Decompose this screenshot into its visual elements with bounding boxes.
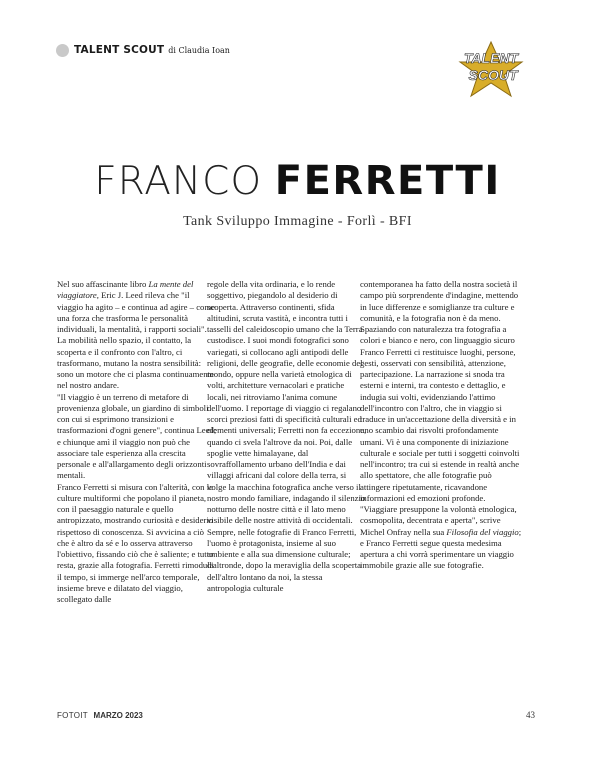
article-paragraph: Spaziando con naturalezza tra fotografia a colori e bianco e nero, con linguaggio sicuro Franco Ferretti ci restituisce luoghi, persone, gesti, osservati con sensibilità, attenzione, partecipazione. La narrazione si snoda tra esterni e interni, tra contesto e dettaglio, e indugia sui volti, evidenziando l'attimo dell'incontro con l'altro, che in viaggio si traduce in un'accettazione della diversità e in uno scambio dai risvolti profondamente umani. Vi è una componente di iniziazione culturale e sociale per tutti i soggetti coinvolti nell'incontro; tra cui si estende in realtà anche allo spettatore, che alle fotografie può attingere ripetutamente, ricavandone informazioni ed emozioni profonde. — [360, 324, 520, 503]
article-column-1 — [57, 279, 217, 605]
paragraph-text: Nel suo affascinante libro — [57, 279, 149, 289]
article-subtitle: Tank Sviluppo Immagine - Forlì - BFI — [183, 214, 412, 229]
article-paragraph: Franco Ferretti si misura con l'alterità, con le culture multiformi che popolano il pianeta, con il paesaggio naturale e quello antropizzato, mostrando curiosità e desiderio rispettoso di conoscenza. Si avvicina a ciò che è altro da sé e lo osserva attraverso l'obiettivo, fissando ciò che è saliente; e tutto resta, grazie alla fotografia. Ferretti rimodula il tempo, si immerge nell'arco temporale, insieme breve e dilatato del viaggio, scollegato dalle — [57, 481, 214, 604]
paragraph-text: ; e Franco Ferretti segue questa medesima apertura a chi vorrà sperimentare un viaggio immobile grazie alle sue fotografie. — [360, 526, 522, 571]
section-dot-icon — [56, 44, 69, 57]
section-header — [56, 42, 230, 58]
article-paragraph: "Il viaggio è un terreno di metafore di provenienza globale, un giardino di simboli con cui si esprimono transizioni e trasformazioni d'ogni genere", continua Leed; e chiunque amì il viaggio non può che associare tale esperienza alla crescita personale e all'allargamento degli orizzonti mentali. — [57, 391, 217, 481]
logo-text-top: TALENT — [463, 50, 519, 66]
paragraph-text: , Eric J. Leed rileva che "il viaggio ha agito – e continua ad agire – come una forza che trasforma le personalità individuali, la mentalità, i rapporti sociali". La mobilità nello spazio, il contatto, la scoperta e il confronto con l'altro, ci trasformano, mutano la nostra sensibilità: sono un motore che ci plasma continuamente nel nostro andare. — [57, 290, 216, 391]
article-paragraph: Sempre, nelle fotografie di Franco Ferretti, l'uomo è protagonista, insieme al suo ambiente e alla sua dimensione culturale; d'altronde, dopo la meraviglia della scoperta dell'altro lontano da noi, la stessa antropologia culturale — [207, 526, 362, 593]
article-column-3 — [360, 279, 522, 572]
book-title-italic: La mente del viaggiatore — [57, 279, 194, 301]
magazine-name: FOTOIT — [57, 711, 88, 720]
book-title-italic: Filosofia del viaggio — [446, 526, 519, 537]
article-paragraph — [360, 504, 522, 572]
page-number: 43 — [526, 710, 535, 720]
article-column-2 — [207, 279, 367, 594]
article-paragraph — [57, 279, 217, 392]
title-last-name: FERRETTI — [274, 158, 501, 204]
section-rubric: TALENT SCOUT — [74, 44, 165, 56]
section-author: di Claudia Ioan — [168, 45, 230, 55]
article-title — [0, 157, 595, 206]
logo-text-bottom: SCOUT — [468, 67, 518, 83]
issue-date: MARZO 2023 — [93, 711, 143, 720]
talent-scout-logo — [452, 40, 530, 100]
paragraph-text: "Viaggiare presuppone la volontà etnologica, cosmopolita, decentrata e aperta", scrive Michel Onfray nella sua — [360, 504, 517, 537]
article-paragraph: contemporanea ha fatto della nostra società il campo più sorprendente d'indagine, mettendo in luce differenze e somiglianze tra culture e comunità, e la fotografia non è da meno. — [360, 279, 519, 323]
page-footer — [57, 711, 143, 720]
article-paragraph: regole della vita ordinaria, e lo rende soggettivo, piegandolo al desiderio di scoperta. Attraverso continenti, sfida altitudini, scruta vastità, e incontra tutti i tasselli del caleidoscopio umano che la Terra custodisce. I suoi mondi fotografici sono variegati, si collocano agli antipodi delle religioni, delle geografie, delle economie del mondo, oppure nella varietà etnologica di volti, architetture vernacolari e pratiche locali, nei ritroviamo l'anima comune dell'uomo. I reportage di viaggio ci regalano scorci preziosi fatti di specificità culturali ed elementi universali; Ferretti non fa eccezione, quando ci svela l'altrove da noi. Poi, dalle spoglie vette himalayane, dal sovraffollamento urbano dell'India e dai villaggi africani dal colore della terra, si volge la macchina fotografica anche verso il nostro mondo familiare, indagando il silenzio notturno delle nostre città e il lato meno visibile delle nostre attività di occidentali. — [207, 279, 367, 526]
title-first-name: FRANCO — [94, 159, 263, 204]
